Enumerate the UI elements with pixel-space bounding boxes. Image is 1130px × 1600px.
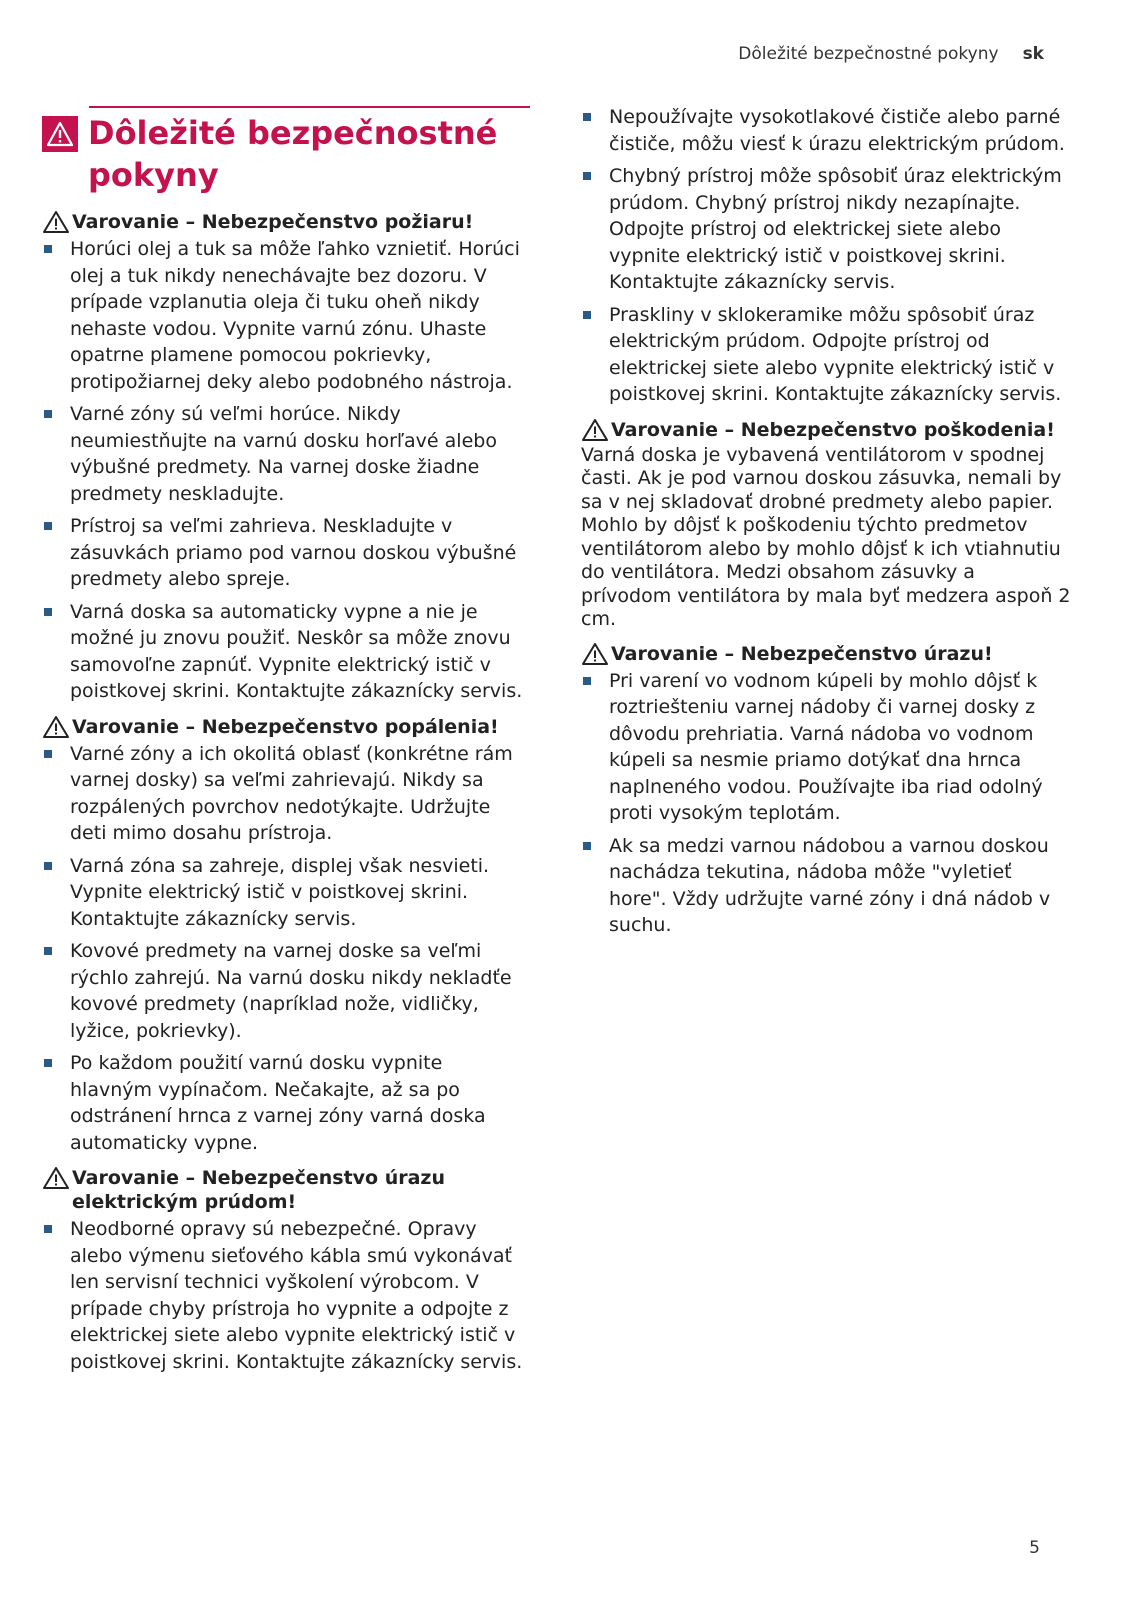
running-header xyxy=(738,44,1044,64)
warning-triangle-icon xyxy=(42,1166,72,1190)
left-column xyxy=(42,104,530,1381)
square-bullet-icon xyxy=(44,862,52,870)
header-language-code: sk xyxy=(1022,44,1044,64)
list-item: Varné zóny a ich okolitá oblasť (konkrétne rám varnej dosky) sa veľmi zahrievajú. Nikdy sa rozpálených povrchov nedotýkajte. Udržujte deti mimo dosahu prístroja. xyxy=(42,741,530,847)
list-item: Horúci olej a tuk sa môže ľahko vznietiť. Horúci olej a tuk nikdy nenechávajte bez dozoru. V prípade vzplanutia oleja či tuku oheň nikdy nehaste vodou. Vypnite varnú zónu. Uhaste opatrne plamene pomocou pokrievky, protipožiarnej deky alebo podobného nástroja. xyxy=(42,236,530,395)
damage-paragraph: Varná doska je vybavená ventilátorom v spodnej časti. Ak je pod varnou doskou zásuvka, nemali by sa v nej skladovať drobné predmety alebo papier. Mohlo by dôjsť k poškodeniu týchto predmetov ventilátorom alebo by mohlo dôjsť k ich vtiahnutiu do ventilátora. Medzi obsahom zásuvky a prívodom ventilátora by mala byť medzera aspoň 2 cm. xyxy=(581,443,1071,630)
warning-heading-text: Varovanie – Nebezpečenstvo popálenia! xyxy=(72,715,499,738)
square-bullet-icon xyxy=(44,1059,52,1067)
square-bullet-icon xyxy=(583,311,591,319)
list-item: Prístroj sa veľmi zahrieva. Neskladujte v zásuvkách priamo pod varnou doskou výbušné predmety alebo spreje. xyxy=(42,513,530,593)
list-item: Nepoužívajte vysokotlakové čističe alebo parné čističe, môžu viesť k úrazu elektrickým prúdom. xyxy=(581,104,1071,157)
square-bullet-icon xyxy=(44,947,52,955)
square-bullet-icon xyxy=(44,1225,52,1233)
list-item: Varná doska sa automaticky vypne a nie je možné ju znovu použiť. Neskôr sa môže znovu samovoľne zapnúť. Vypnite elektrický istič v poistkovej skrini. Kontaktujte zákaznícky servis. xyxy=(42,599,530,705)
square-bullet-icon xyxy=(583,842,591,850)
header-section-title: Dôležité bezpečnostné pokyny xyxy=(738,44,999,64)
list-item: Ak sa medzi varnou nádobou a varnou doskou nachádza tekutina, nádoba môže "vyletieť hore". Vždy udržujte varné zóny i dná nádob v suchu. xyxy=(581,833,1071,939)
section-title-block xyxy=(42,104,530,196)
square-bullet-icon xyxy=(583,113,591,121)
fire-warning-list xyxy=(42,236,530,705)
warning-heading-text: Varovanie – Nebezpečenstvo požiaru! xyxy=(72,211,474,233)
square-bullet-icon xyxy=(583,172,591,180)
list-item: Praskliny v sklokeramike môžu spôsobiť úraz elektrickým prúdom. Odpojte prístroj od elektrickej siete alebo vypnite elektrický istič v poistkovej skrini. Kontaktujte zákaznícky servis. xyxy=(581,302,1071,408)
warning-heading-shock xyxy=(42,1166,530,1214)
square-bullet-icon xyxy=(44,750,52,758)
square-bullet-icon xyxy=(44,245,52,253)
list-item: Neodborné opravy sú nebezpečné. Opravy alebo výmenu sieťového kábla smú vykonávať len servisní technici vyškolení výrobcom. V prípade chyby prístroja ho vypnite a odpojte z elektrickej siete alebo vypnite elektrický istič v poistkovej skrini. Kontaktujte zákaznícky servis. xyxy=(42,1216,530,1375)
list-item: Varné zóny sú veľmi horúce. Nikdy neumiestňujte na varnú dosku horľavé alebo výbušné predmety. Na varnej doske žiadne predmety neskladujte. xyxy=(42,401,530,507)
list-item: Po každom použití varnú dosku vypnite hlavným vypínačom. Nečakajte, až sa po odstránení hrnca z varnej zóny varná doska automaticky vypne. xyxy=(42,1050,530,1156)
injury-warning-list xyxy=(581,668,1071,939)
warning-triangle-icon xyxy=(42,715,72,739)
square-bullet-icon xyxy=(44,410,52,418)
shock-warning-list xyxy=(42,1216,530,1375)
warning-heading-damage xyxy=(581,418,1071,442)
warning-triangle-icon xyxy=(581,642,611,666)
warning-heading-text: Varovanie – Nebezpečenstvo úrazu! xyxy=(611,642,993,665)
square-bullet-icon xyxy=(44,522,52,530)
burn-warning-list xyxy=(42,741,530,1157)
page-number: 5 xyxy=(1029,1538,1040,1558)
warning-triangle-icon xyxy=(581,418,611,442)
warning-heading-text: Varovanie – Nebezpečenstvo úrazu elektrickým prúdom! xyxy=(72,1167,446,1213)
warning-heading-injury xyxy=(581,642,1071,666)
warning-heading-burn xyxy=(42,715,530,739)
right-column xyxy=(581,104,1071,945)
list-item: Kovové predmety na varnej doske sa veľmi rýchlo zahrejú. Na varnú dosku nikdy nekladťe kovové predmety (napríklad nože, vidličky, lyžice, pokrievky). xyxy=(42,938,530,1044)
square-bullet-icon xyxy=(44,608,52,616)
page-title: Dôležité bezpečnostné pokyny xyxy=(88,114,498,194)
warning-triangle-icon xyxy=(42,210,72,234)
warning-heading-fire xyxy=(42,210,530,234)
list-item: Chybný prístroj môže spôsobiť úraz elektrickým prúdom. Chybný prístroj nikdy nezapínajte. Odpojte prístroj od elektrickej siete alebo vypnite elektrický istič v poistkovej skrini. Kontaktujte zákaznícky servis. xyxy=(581,163,1071,296)
square-bullet-icon xyxy=(583,677,591,685)
list-item: Varná zóna sa zahreje, displej však nesvieti. Vypnite elektrický istič v poistkovej skrini. Kontaktujte zákaznícky servis. xyxy=(42,853,530,933)
title-rule xyxy=(89,106,530,108)
warning-triangle-icon xyxy=(42,116,78,152)
warning-heading-text: Varovanie – Nebezpečenstvo poškodenia! xyxy=(611,418,1055,441)
shock-warning-list-continued xyxy=(581,104,1071,408)
list-item: Pri varení vo vodnom kúpeli by mohlo dôjsť k roztriešteniu varnej nádoby či varnej dosky z dôvodu prehriatia. Varná nádoba vo vodnom kúpeli sa nesmie priamo dotýkať dna hrnca naplneného vodou. Používajte iba riad odolný proti vysokým teplotám. xyxy=(581,668,1071,827)
